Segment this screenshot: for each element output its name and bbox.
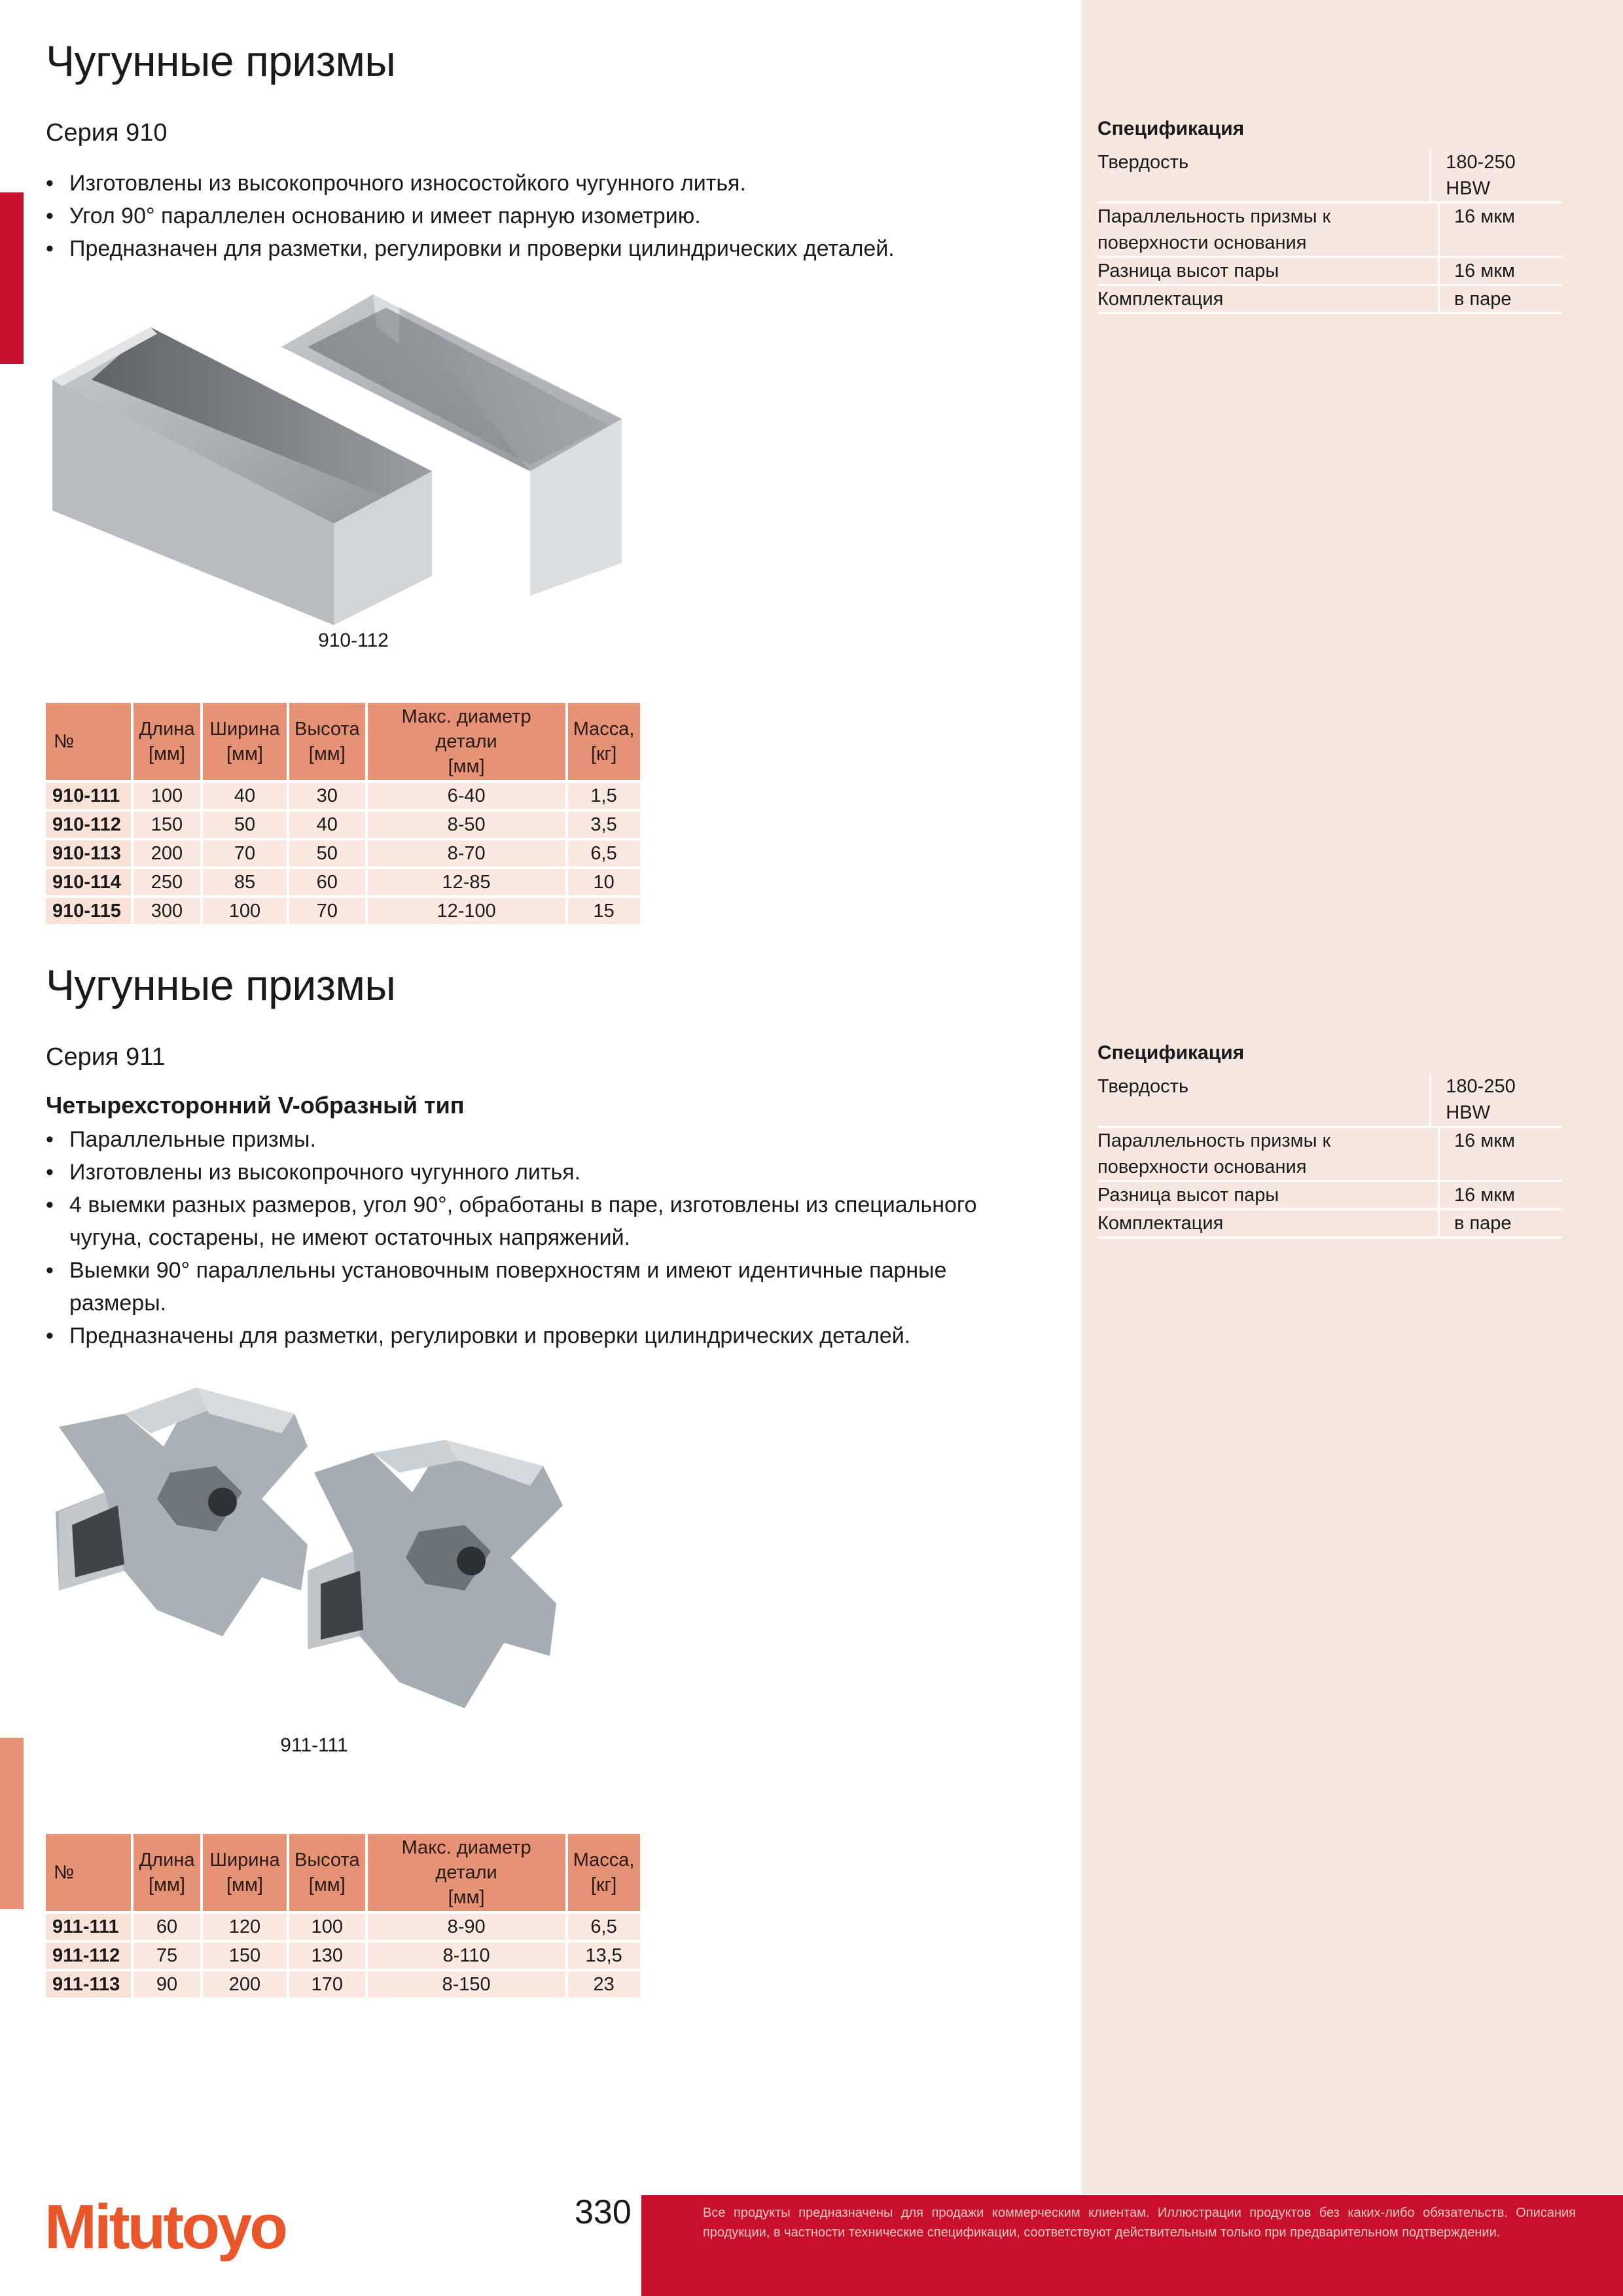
- table-header: Длина [мм]: [134, 703, 200, 780]
- list-item: • Выемки 90° параллельны установочным поверхностям и имеют идентичные парные размеры.: [46, 1254, 982, 1319]
- list-item: • Предназначены для разметки, регулировки и проверки цилиндрических деталей.: [46, 1319, 982, 1352]
- spec-title: Спецификация: [1097, 1042, 1245, 1064]
- table-header: №: [46, 1834, 131, 1911]
- list-item: • Изготовлены из высокопрочного износостойкого чугунного литья.: [46, 167, 982, 200]
- table-row: 911-113 90 200 170 8-150 23: [46, 1971, 640, 1998]
- spec-row: Разница высот пары 16 мкм: [1097, 1182, 1562, 1210]
- table-header: Ширина [мм]: [203, 703, 287, 780]
- spec-row: Разница высот пары 16 мкм: [1097, 258, 1562, 286]
- table-row: 911-111 60 120 100 8-90 6,5: [46, 1914, 640, 1940]
- page-number: 330: [575, 2193, 632, 2231]
- section2-product-table: [43, 1831, 643, 2000]
- list-item: • Изготовлены из высокопрочного чугунного литья.: [46, 1156, 982, 1189]
- section1-title: Чугунные призмы: [46, 37, 396, 85]
- table-header: №: [46, 703, 131, 780]
- list-item: • 4 выемки разных размеров, угол 90°, обработаны в паре, изготовлены из специального чугуна, состарены, не имеют остаточных напряжений.: [46, 1189, 982, 1254]
- table-row: 910-115 300 100 70 12-100 15: [46, 898, 640, 924]
- table-header: Масса, [кг]: [568, 703, 640, 780]
- spec-title: Спецификация: [1097, 118, 1245, 139]
- spec-row: Параллельность призмы к поверхности основания 16 мкм: [1097, 1128, 1562, 1182]
- v-block-pair-illustration: [46, 288, 661, 628]
- spec-row: Твердость 180-250 HBW: [1097, 1073, 1562, 1128]
- spec-row: Твердость 180-250 HBW: [1097, 149, 1562, 204]
- table-header: Длина [мм]: [134, 1834, 200, 1911]
- section-tab-marker-secondary: [0, 1738, 24, 1909]
- table-row: 910-112 150 50 40 8-50 3,5: [46, 812, 640, 838]
- table-row: 910-113 200 70 50 8-70 6,5: [46, 840, 640, 867]
- table-header: Масса, [кг]: [568, 1834, 640, 1911]
- table-row: 910-111 100 40 30 6-40 1,5: [46, 783, 640, 809]
- section1-series: Серия 910: [46, 119, 168, 147]
- section1-bullet-list: [46, 167, 982, 265]
- mitutoyo-logo: Mitutoyo: [45, 2192, 285, 2262]
- section2-title: Чугунные призмы: [46, 961, 396, 1009]
- table-header: Макс. диаметр детали [мм]: [368, 703, 565, 780]
- spec-row: Комплектация в паре: [1097, 1210, 1562, 1238]
- section1-image-caption: 910-112: [318, 630, 389, 651]
- table-header-row: [46, 703, 640, 780]
- section2-subheading: Четырехсторонний V-образный тип: [46, 1092, 465, 1119]
- footer-disclaimer: Все продукты предназначены для продажи коммерческим клиентам. Иллюстрации продуктов без каких-либо обязательств. Описания продукции, в частности технические спецификации, соответствуют действительным только при предварительном подтверждении.: [641, 2195, 1623, 2296]
- v-block-pair-photo: [46, 288, 661, 628]
- list-item: • Предназначен для разметки, регулировки и проверки цилиндрических деталей.: [46, 232, 982, 265]
- section2-image-caption: 911-111: [280, 1734, 348, 1756]
- table-header-row: [46, 1834, 640, 1911]
- table-header: Высота [мм]: [289, 703, 365, 780]
- section1-spec-panel: [1097, 118, 1562, 314]
- section2-spec-panel: [1097, 1042, 1562, 1238]
- list-item: • Угол 90° параллелен основанию и имеет парную изометрию.: [46, 200, 982, 232]
- table-header: Макс. диаметр детали [мм]: [368, 1834, 565, 1911]
- four-way-v-block-illustration: [46, 1374, 596, 1734]
- section2-series: Серия 911: [46, 1043, 166, 1071]
- list-item: • Параллельные призмы.: [46, 1123, 982, 1156]
- table-header: Высота [мм]: [289, 1834, 365, 1911]
- spec-row: Параллельность призмы к поверхности основания 16 мкм: [1097, 204, 1562, 258]
- table-row: 910-114 250 85 60 12-85 10: [46, 869, 640, 895]
- table-row: 911-112 75 150 130 8-110 13,5: [46, 1943, 640, 1969]
- section1-product-table: [43, 700, 643, 927]
- spec-row: Комплектация в паре: [1097, 286, 1562, 314]
- table-header: Ширина [мм]: [203, 1834, 287, 1911]
- section-tab-marker: [0, 192, 24, 364]
- four-way-v-block-photo: [46, 1374, 596, 1734]
- section2-bullet-list: [46, 1123, 982, 1352]
